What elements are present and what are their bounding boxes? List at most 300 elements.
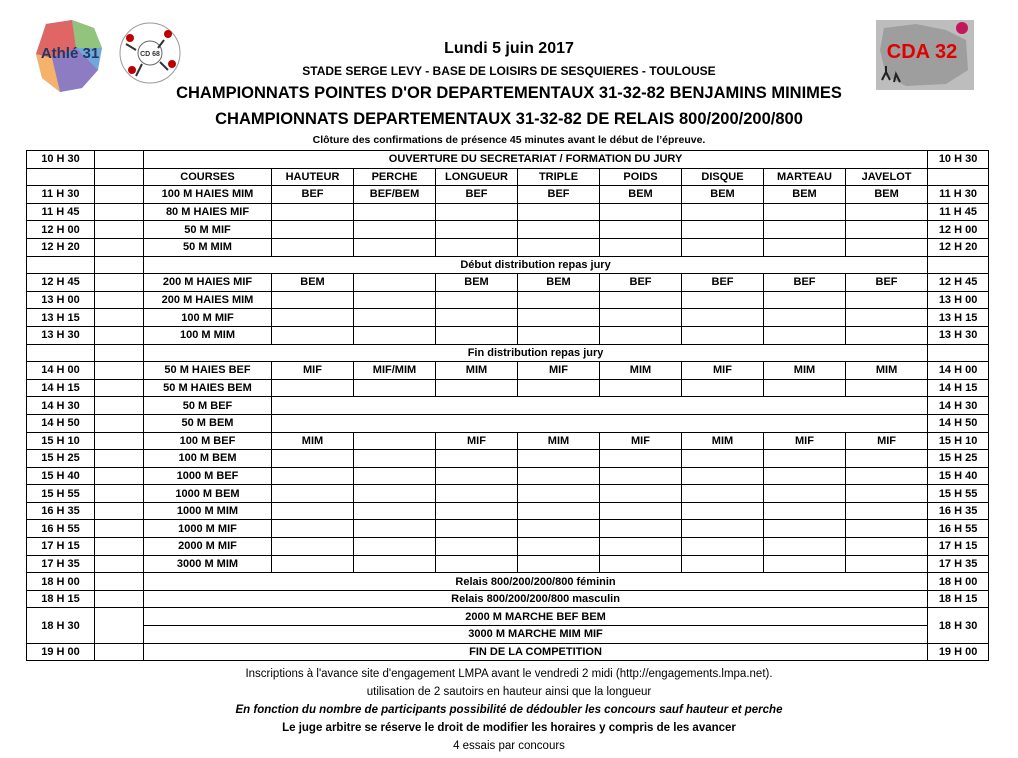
event-cell: [764, 485, 846, 503]
event-cell: MIM: [846, 362, 928, 380]
event-cell: BEM: [764, 186, 846, 204]
empty-cell: [95, 238, 144, 256]
event-cell: [846, 326, 928, 344]
time-cell: 14 H 00: [27, 362, 95, 380]
event-cell: [600, 221, 682, 239]
footer-judge-note: Le juge arbitre se réserve le droit de modifier les horaires y compris de les avancer: [282, 722, 736, 734]
event-cell: [354, 520, 436, 538]
empty-cell: [95, 485, 144, 503]
course-cell: 100 M BEM: [144, 450, 272, 468]
event-cell: [682, 450, 764, 468]
event-cell: MIM: [682, 432, 764, 450]
event-cell: [846, 203, 928, 221]
time-cell: 19 H 00: [27, 643, 95, 661]
column-header: TRIPLE: [518, 168, 600, 186]
table-row: [27, 326, 989, 344]
time-cell: 12 H 45: [27, 274, 95, 292]
event-date: Lundi 5 juin 2017: [444, 40, 574, 57]
event-cell: [846, 555, 928, 573]
empty-cell: [95, 221, 144, 239]
column-header: PERCHE: [354, 168, 436, 186]
event-title-2: CHAMPIONNATS DEPARTEMENTAUX 31-32-82 DE RELAIS 800/200/200/800: [215, 110, 803, 128]
time-cell: 15 H 40: [928, 467, 989, 485]
span-text-cell: Début distribution repas jury: [144, 256, 928, 274]
event-cell: [846, 467, 928, 485]
time-cell: 16 H 35: [27, 502, 95, 520]
time-cell: 12 H 45: [928, 274, 989, 292]
event-cell: [354, 274, 436, 292]
course-cell: 200 M HAIES MIM: [144, 291, 272, 309]
event-cell: [682, 238, 764, 256]
time-cell: 12 H 00: [928, 221, 989, 239]
course-cell: 1000 M MIF: [144, 520, 272, 538]
time-cell: 14 H 00: [928, 362, 989, 380]
event-cell: MIF: [846, 432, 928, 450]
empty-cell: [95, 414, 144, 432]
event-cell: [518, 502, 600, 520]
time-cell: 17 H 15: [27, 538, 95, 556]
empty-cell: [272, 397, 928, 415]
table-row: [27, 485, 989, 503]
event-cell: [682, 309, 764, 327]
column-header: DISQUE: [682, 168, 764, 186]
event-cell: BEM: [436, 274, 518, 292]
table-row: [27, 450, 989, 468]
confirmation-note: Clôture des confirmations de présence 45 minutes avant le début de l’épreuve.: [312, 134, 706, 146]
event-cell: [436, 379, 518, 397]
table-row: [27, 520, 989, 538]
time-cell: 18 H 00: [27, 573, 95, 591]
event-cell: [600, 555, 682, 573]
empty-cell: [928, 256, 989, 274]
event-cell: [600, 485, 682, 503]
empty-cell: [95, 344, 144, 362]
course-cell: 50 M HAIES BEM: [144, 379, 272, 397]
table-row: [27, 221, 989, 239]
event-cell: [764, 309, 846, 327]
event-cell: [682, 538, 764, 556]
table-row: [27, 502, 989, 520]
event-cell: [764, 203, 846, 221]
event-cell: [518, 555, 600, 573]
event-cell: [272, 538, 354, 556]
table-row: [27, 379, 989, 397]
event-cell: [846, 309, 928, 327]
event-cell: BEM: [846, 186, 928, 204]
time-cell: 11 H 45: [928, 203, 989, 221]
event-cell: [272, 555, 354, 573]
empty-cell: [95, 555, 144, 573]
time-cell: 18 H 00: [928, 573, 989, 591]
event-cell: [764, 450, 846, 468]
empty-cell: [95, 186, 144, 204]
table-row: [27, 238, 989, 256]
table-row: [27, 397, 989, 415]
event-cell: [354, 467, 436, 485]
empty-cell: [95, 168, 144, 186]
event-cell: [518, 203, 600, 221]
empty-cell: [95, 291, 144, 309]
event-cell: [764, 520, 846, 538]
event-cell: [354, 502, 436, 520]
footer-split-note: En fonction du nombre de participants possibilité de dédoubler les concours sauf hauteur et perche: [235, 704, 783, 716]
time-cell: 14 H 15: [27, 379, 95, 397]
event-cell: BEM: [272, 274, 354, 292]
event-cell: BEM: [600, 186, 682, 204]
empty-cell: [95, 450, 144, 468]
time-cell: 13 H 15: [27, 309, 95, 327]
footer-equipment: utilisation de 2 sautoirs en hauteur ainsi que la longueur: [366, 686, 652, 698]
event-cell: MIF: [682, 362, 764, 380]
event-cell: MIF: [518, 362, 600, 380]
svg-text:Athlé 31: Athlé 31: [40, 45, 100, 62]
footer-attempts: 4 essais par concours: [453, 740, 565, 752]
empty-cell: [95, 379, 144, 397]
event-cell: MIF: [436, 432, 518, 450]
event-cell: [436, 203, 518, 221]
empty-cell: [95, 326, 144, 344]
table-row: [27, 344, 989, 362]
table-row: [27, 555, 989, 573]
event-cell: [600, 203, 682, 221]
table-row: [27, 643, 989, 661]
time-cell: 10 H 30: [27, 151, 95, 169]
course-cell: 1000 M MIM: [144, 502, 272, 520]
event-cell: [600, 291, 682, 309]
column-header: MARTEAU: [764, 168, 846, 186]
event-cell: [272, 379, 354, 397]
time-cell: 17 H 15: [928, 538, 989, 556]
event-cell: [436, 520, 518, 538]
span-text-cell: 2000 M MARCHE BEF BEM: [144, 608, 928, 626]
empty-cell: [95, 432, 144, 450]
event-cell: [272, 309, 354, 327]
event-cell: [846, 291, 928, 309]
event-cell: [846, 538, 928, 556]
event-cell: [518, 291, 600, 309]
time-cell: 14 H 30: [928, 397, 989, 415]
time-cell: 13 H 30: [27, 326, 95, 344]
table-row: [27, 590, 989, 608]
course-cell: 50 M HAIES BEF: [144, 362, 272, 380]
event-cell: [764, 221, 846, 239]
table-row: [27, 362, 989, 380]
event-cell: [682, 467, 764, 485]
event-cell: [436, 467, 518, 485]
event-cell: [436, 502, 518, 520]
empty-cell: [95, 608, 144, 643]
span-text-cell: FIN DE LA COMPETITION: [144, 643, 928, 661]
empty-cell: [95, 274, 144, 292]
time-cell: 18 H 30: [27, 608, 95, 643]
course-cell: 100 M MIM: [144, 326, 272, 344]
event-cell: [518, 485, 600, 503]
time-cell: 15 H 10: [27, 432, 95, 450]
empty-cell: [95, 467, 144, 485]
course-cell: 100 M HAIES MIM: [144, 186, 272, 204]
table-row: [27, 608, 989, 626]
event-cell: BEF: [682, 274, 764, 292]
event-cell: [846, 450, 928, 468]
time-cell: 14 H 50: [928, 414, 989, 432]
table-row: [27, 467, 989, 485]
empty-cell: [95, 397, 144, 415]
event-cell: [518, 538, 600, 556]
course-cell: 100 M BEF: [144, 432, 272, 450]
event-cell: [846, 502, 928, 520]
time-cell: 11 H 45: [27, 203, 95, 221]
event-cell: [518, 520, 600, 538]
event-cell: [518, 379, 600, 397]
span-text-cell: Fin distribution repas jury: [144, 344, 928, 362]
event-cell: [682, 555, 764, 573]
time-cell: 13 H 00: [928, 291, 989, 309]
table-row: [27, 186, 989, 204]
event-cell: BEF: [518, 186, 600, 204]
table-row: [27, 538, 989, 556]
event-cell: [272, 326, 354, 344]
time-cell: 16 H 35: [928, 502, 989, 520]
time-cell: 14 H 15: [928, 379, 989, 397]
event-cell: [436, 485, 518, 503]
empty-cell: [95, 643, 144, 661]
event-cell: [682, 221, 764, 239]
event-cell: [600, 520, 682, 538]
table-row: [27, 309, 989, 327]
event-cell: [354, 555, 436, 573]
span-text-cell: Relais 800/200/200/800 féminin: [144, 573, 928, 591]
column-header: JAVELOT: [846, 168, 928, 186]
column-header: LONGUEUR: [436, 168, 518, 186]
event-cell: BEF/BEM: [354, 186, 436, 204]
event-cell: [764, 467, 846, 485]
table-row: [27, 203, 989, 221]
event-cell: [518, 326, 600, 344]
event-cell: [600, 467, 682, 485]
event-cell: MIF: [272, 362, 354, 380]
time-cell: 13 H 30: [928, 326, 989, 344]
span-text-cell: 3000 M MARCHE MIM MIF: [144, 626, 928, 644]
empty-cell: [27, 256, 95, 274]
event-cell: MIM: [600, 362, 682, 380]
event-cell: [272, 502, 354, 520]
footer-registration: Inscriptions à l'avance site d'engagement LMPA avant le vendredi 2 midi (http://engagements.lmpa.net).: [245, 668, 773, 680]
event-cell: [354, 203, 436, 221]
empty-cell: [928, 168, 989, 186]
time-cell: 15 H 10: [928, 432, 989, 450]
event-cell: [436, 450, 518, 468]
event-cell: BEM: [518, 274, 600, 292]
empty-cell: [95, 362, 144, 380]
empty-cell: [95, 309, 144, 327]
svg-text:CDA 32: CDA 32: [886, 41, 958, 63]
event-cell: [272, 450, 354, 468]
span-text-cell: OUVERTURE DU SECRETARIAT / FORMATION DU JURY: [144, 151, 928, 169]
event-cell: MIF: [764, 432, 846, 450]
event-cell: [600, 538, 682, 556]
event-cell: [354, 485, 436, 503]
time-cell: 13 H 15: [928, 309, 989, 327]
event-cell: MIF/MIM: [354, 362, 436, 380]
event-cell: MIM: [272, 432, 354, 450]
event-cell: [436, 221, 518, 239]
event-cell: [682, 379, 764, 397]
event-cell: [846, 379, 928, 397]
event-cell: [272, 238, 354, 256]
event-cell: [764, 555, 846, 573]
empty-cell: [928, 344, 989, 362]
column-header: POIDS: [600, 168, 682, 186]
table-row: [27, 274, 989, 292]
time-cell: 12 H 00: [27, 221, 95, 239]
event-cell: MIM: [518, 432, 600, 450]
event-cell: [764, 502, 846, 520]
course-cell: 80 M HAIES MIF: [144, 203, 272, 221]
time-cell: 15 H 55: [928, 485, 989, 503]
table-row: [27, 573, 989, 591]
event-cell: [518, 238, 600, 256]
event-cell: [600, 502, 682, 520]
course-cell: 50 M MIF: [144, 221, 272, 239]
event-cell: [682, 485, 764, 503]
time-cell: 10 H 30: [928, 151, 989, 169]
svg-text:CD 68: CD 68: [140, 51, 160, 58]
course-cell: 50 M BEM: [144, 414, 272, 432]
span-text-cell: Relais 800/200/200/800 masculin: [144, 590, 928, 608]
time-cell: 18 H 15: [928, 590, 989, 608]
event-cell: MIM: [436, 362, 518, 380]
empty-cell: [95, 573, 144, 591]
event-cell: [272, 203, 354, 221]
time-cell: 15 H 25: [928, 450, 989, 468]
event-cell: [354, 221, 436, 239]
event-cell: MIM: [764, 362, 846, 380]
event-cell: [354, 450, 436, 468]
event-cell: [682, 291, 764, 309]
time-cell: 15 H 25: [27, 450, 95, 468]
time-cell: 16 H 55: [27, 520, 95, 538]
table-row: [27, 626, 989, 644]
empty-cell: [95, 538, 144, 556]
time-cell: 14 H 30: [27, 397, 95, 415]
time-cell: 13 H 00: [27, 291, 95, 309]
course-cell: 50 M MIM: [144, 238, 272, 256]
event-cell: [436, 326, 518, 344]
event-cell: [846, 238, 928, 256]
time-cell: 12 H 20: [27, 238, 95, 256]
time-cell: 11 H 30: [928, 186, 989, 204]
event-cell: [354, 326, 436, 344]
empty-cell: [95, 256, 144, 274]
time-cell: 14 H 50: [27, 414, 95, 432]
event-cell: BEF: [764, 274, 846, 292]
event-cell: [354, 238, 436, 256]
event-cell: [518, 450, 600, 468]
event-cell: [436, 291, 518, 309]
event-cell: [436, 555, 518, 573]
table-row: [27, 432, 989, 450]
time-cell: 17 H 35: [27, 555, 95, 573]
empty-cell: [95, 151, 144, 169]
time-cell: 16 H 55: [928, 520, 989, 538]
event-cell: [682, 502, 764, 520]
schedule-table: [26, 150, 989, 661]
empty-cell: [27, 168, 95, 186]
event-cell: [436, 538, 518, 556]
event-cell: [600, 238, 682, 256]
event-cell: [682, 520, 764, 538]
course-cell: 50 M BEF: [144, 397, 272, 415]
time-cell: 11 H 30: [27, 186, 95, 204]
event-cell: BEF: [846, 274, 928, 292]
course-cell: 100 M MIF: [144, 309, 272, 327]
event-cell: [354, 379, 436, 397]
event-cell: [600, 309, 682, 327]
event-cell: [272, 467, 354, 485]
event-cell: [272, 520, 354, 538]
event-cell: [436, 309, 518, 327]
empty-cell: [27, 344, 95, 362]
event-cell: [764, 238, 846, 256]
event-cell: [272, 221, 354, 239]
time-cell: 15 H 40: [27, 467, 95, 485]
event-venue: STADE SERGE LEVY - BASE DE LOISIRS DE SESQUIERES - TOULOUSE: [302, 64, 716, 78]
time-cell: 18 H 15: [27, 590, 95, 608]
course-cell: 3000 M MIM: [144, 555, 272, 573]
course-cell: 1000 M BEF: [144, 467, 272, 485]
event-cell: [354, 538, 436, 556]
event-cell: [682, 203, 764, 221]
empty-cell: [272, 414, 928, 432]
table-row: [27, 414, 989, 432]
time-cell: 19 H 00: [928, 643, 989, 661]
event-cell: [518, 309, 600, 327]
event-cell: [764, 538, 846, 556]
table-row: [27, 151, 989, 169]
event-cell: [354, 309, 436, 327]
event-cell: [272, 291, 354, 309]
time-cell: 12 H 20: [928, 238, 989, 256]
table-row: [27, 291, 989, 309]
event-cell: [600, 326, 682, 344]
empty-cell: [95, 520, 144, 538]
course-cell: 1000 M BEM: [144, 485, 272, 503]
header-row: [27, 168, 989, 186]
event-cell: BEF: [436, 186, 518, 204]
event-cell: [846, 221, 928, 239]
event-cell: [518, 221, 600, 239]
time-cell: 17 H 35: [928, 555, 989, 573]
event-cell: BEF: [600, 274, 682, 292]
event-cell: [846, 485, 928, 503]
event-cell: [764, 379, 846, 397]
column-header: HAUTEUR: [272, 168, 354, 186]
course-cell: 200 M HAIES MIF: [144, 274, 272, 292]
course-cell: 2000 M MIF: [144, 538, 272, 556]
event-cell: BEF: [272, 186, 354, 204]
event-cell: MIF: [600, 432, 682, 450]
event-cell: [436, 238, 518, 256]
event-cell: [682, 326, 764, 344]
empty-cell: [95, 590, 144, 608]
event-title-1: CHAMPIONNATS POINTES D'OR DEPARTEMENTAUX 31-32-82 BENJAMINS MINIMES: [176, 84, 842, 102]
event-cell: BEM: [682, 186, 764, 204]
empty-cell: [95, 203, 144, 221]
time-cell: 18 H 30: [928, 608, 989, 643]
column-header: COURSES: [144, 168, 272, 186]
event-cell: [354, 432, 436, 450]
empty-cell: [95, 502, 144, 520]
